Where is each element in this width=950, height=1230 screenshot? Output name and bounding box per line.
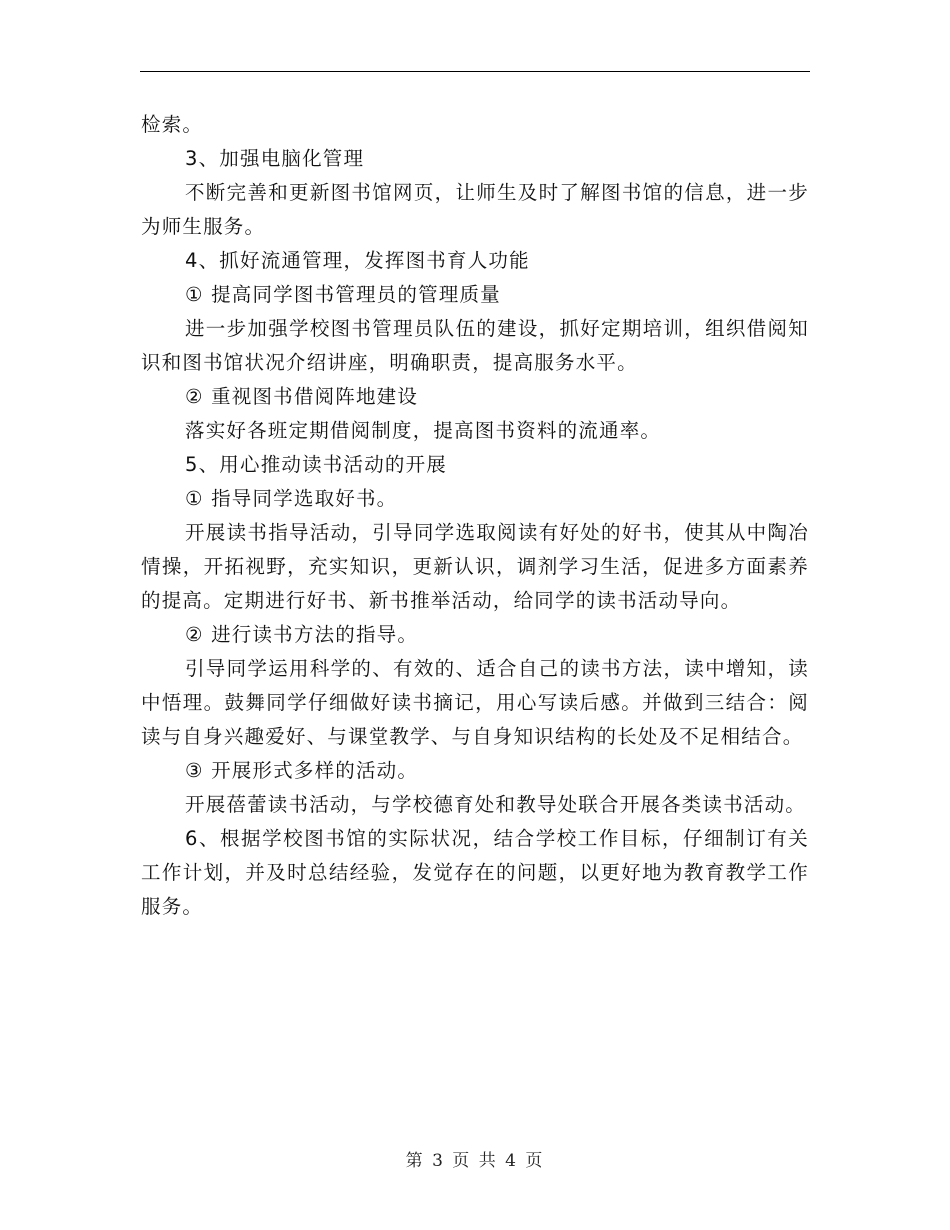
- paragraph: 不断完善和更新图书馆网页，让师生及时了解图书馆的信息，进一步为师生服务。: [141, 181, 809, 238]
- section-heading: 4、抓好流通管理，发挥图书育人功能: [185, 249, 530, 272]
- section-heading: 3、加强电脑化管理: [185, 147, 365, 170]
- section-heading: 5、用心推动读书活动的开展: [185, 453, 448, 476]
- subsection-heading: ① 提高同学图书管理员的管理质量: [185, 283, 501, 306]
- subsection-heading: ① 指导同学选取好书。: [185, 487, 398, 510]
- subsection-heading: ② 重视图书借阅阵地建设: [185, 385, 419, 408]
- paragraph: 开展读书指导活动，引导同学选取阅读有好处的好书，使其从中陶冶情操，开拓视野，充实知识，更新认识，调剂学习生活，促进多方面素养的提高。定期进行好书、新书推举活动，给同学的读书活动导向。: [141, 521, 809, 612]
- subsection-heading: ② 进行读书方法的指导。: [185, 623, 419, 646]
- paragraph: 落实好各班定期借阅制度，提高图书资料的流通率。: [185, 419, 662, 442]
- paragraph: 开展蓓蕾读书活动，与学校德育处和教导处联合开展各类读书活动。: [185, 793, 807, 816]
- paragraph: 进一步加强学校图书管理员队伍的建设，抓好定期培训，组织借阅知识和图书馆状况介绍讲座，明确职责，提高服务水平。: [141, 317, 809, 374]
- page-number: 第 3 页 共 4 页: [405, 1151, 545, 1171]
- header-rule: [140, 71, 810, 72]
- paragraph: 检索。: [141, 113, 204, 136]
- document-body: [141, 108, 809, 924]
- paragraph: 引导同学运用科学的、有效的、适合自己的读书方法，读中增知，读中悟理。鼓舞同学仔细做好读书摘记，用心写读后感。并做到三结合：阅读与自身兴趣爱好、与课堂教学、与自身知识结构的长处及不足相结合。: [141, 657, 809, 748]
- paragraph: 6、根据学校图书馆的实际状况，结合学校工作目标，仔细制订有关工作计划，并及时总结经验，发觉存在的问题，以更好地为教育教学工作服务。: [141, 827, 809, 918]
- subsection-heading: ③ 开展形式多样的活动。: [185, 759, 419, 782]
